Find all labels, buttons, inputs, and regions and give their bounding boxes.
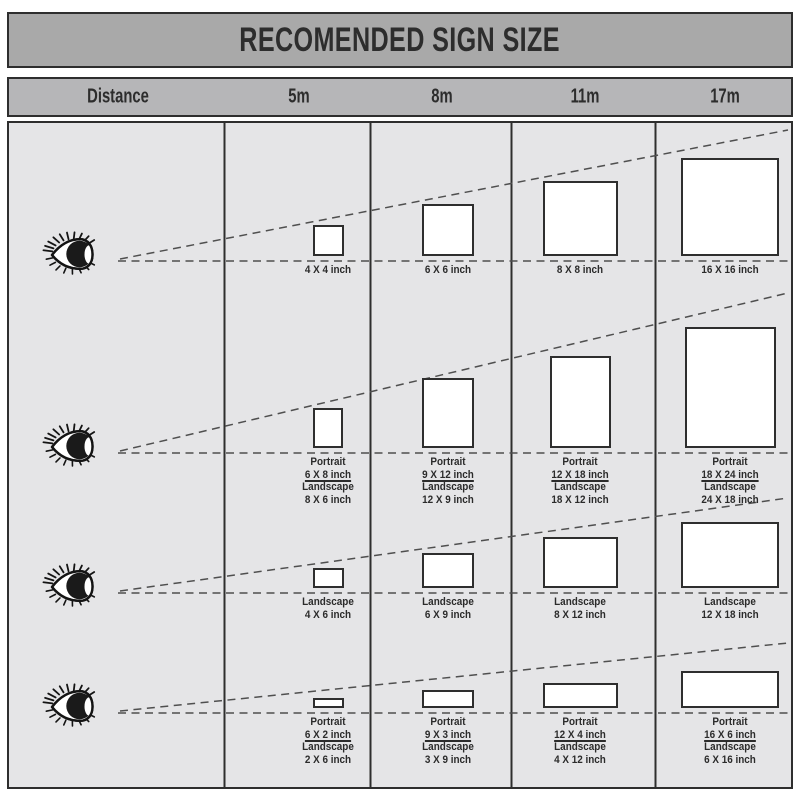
sign-size-label-line: 12 X 9 inch (422, 493, 474, 506)
sign-size-label-line: Portrait (430, 456, 466, 468)
eye-icon (43, 232, 94, 274)
sign-rectangle (313, 408, 343, 448)
sign-size-label-line: 4 X 4 inch (304, 264, 352, 276)
sign-size-label-line: 8 X 6 inch (304, 493, 352, 506)
sign-size-label-line: Landscape (554, 481, 606, 493)
eye-icon (43, 424, 94, 466)
sign-size-label-line: Landscape (554, 741, 606, 753)
sign-size-label-line: Landscape (302, 481, 354, 493)
sign-size-label-line: Landscape (422, 596, 474, 608)
sign-size-label (667, 456, 793, 506)
sign-size-label-line: 24 X 18 inch (701, 493, 759, 506)
sign-size-label (385, 716, 511, 766)
sign-size-label (517, 716, 643, 766)
sign-size-label-line: Landscape (302, 741, 354, 753)
sign-rectangle (313, 568, 344, 588)
sign-size-label-line: Portrait (310, 456, 346, 468)
diagram-layer (7, 121, 793, 789)
sign-size-label-line: 9 X 3 inch (424, 728, 472, 741)
sign-size-label-line: 18 X 24 inch (701, 468, 759, 481)
sign-size-label (265, 264, 391, 277)
sign-size-label (667, 716, 793, 766)
eye-icon (43, 564, 94, 606)
sign-rectangle (313, 225, 344, 256)
sign-size-label-line: 12 X 18 inch (701, 608, 759, 621)
sign-size-label-line: Landscape (704, 596, 756, 608)
sign-rectangle (543, 537, 618, 588)
column-header-5m: 5m (288, 85, 310, 108)
sign-size-label-line: 16 X 16 inch (701, 264, 759, 276)
sign-size-label-line: Portrait (562, 716, 598, 728)
sign-rectangle (422, 553, 474, 588)
distance-header-bar (7, 77, 793, 117)
sign-rectangle (543, 181, 618, 256)
sign-size-label-line: 6 X 16 inch (704, 753, 756, 766)
sign-rectangle (543, 683, 618, 708)
sign-size-label-line: 6 X 8 inch (304, 468, 352, 481)
sign-size-label-line: Landscape (422, 481, 474, 493)
page-title: RECOMENDED SIGN SIZE (239, 20, 561, 59)
sign-size-label-line: 16 X 6 inch (704, 728, 756, 741)
sign-rectangle (685, 327, 776, 448)
sign-size-label-line: Landscape (704, 741, 756, 753)
sign-size-label-line: Landscape (554, 596, 606, 608)
sign-size-label (385, 456, 511, 506)
column-header-17m: 17m (710, 85, 740, 108)
sign-size-label-line: 6 X 2 inch (304, 728, 352, 741)
sign-size-label-line: Landscape (422, 741, 474, 753)
sign-rectangle (681, 158, 779, 256)
distance-column-header: Distance (87, 85, 149, 108)
sign-size-label-line: 2 X 6 inch (304, 753, 352, 766)
sign-rectangle (422, 690, 474, 708)
sign-size-label (667, 264, 793, 277)
sign-size-label-line: 9 X 12 inch (422, 468, 474, 481)
sign-rectangle (313, 698, 344, 708)
sign-rectangle (681, 671, 779, 708)
sign-size-label (265, 456, 391, 506)
column-header-11m: 11m (570, 85, 600, 108)
sign-size-label (385, 596, 511, 621)
sign-size-label-line: Landscape (704, 481, 756, 493)
sign-size-label-line: Portrait (430, 716, 466, 728)
sign-size-label-line: Portrait (712, 716, 748, 728)
sign-size-label-line: 12 X 18 inch (551, 468, 609, 481)
sign-rectangle (550, 356, 611, 448)
sign-size-label (517, 596, 643, 621)
sign-size-label-line: 6 X 9 inch (424, 608, 472, 621)
sign-rectangle (422, 378, 474, 448)
sign-size-label-line: 3 X 9 inch (424, 753, 472, 766)
sign-size-label-line: 12 X 4 inch (554, 728, 606, 741)
sign-size-label (385, 264, 511, 277)
sign-size-label (265, 716, 391, 766)
title-bar (7, 12, 793, 68)
eye-icon (43, 684, 94, 726)
sign-size-label-line: 8 X 8 inch (556, 264, 604, 276)
sign-size-label-line: 4 X 6 inch (304, 608, 352, 621)
sign-rectangle (681, 522, 779, 588)
sight-lines-layer (7, 121, 793, 789)
sign-size-label-line: 8 X 12 inch (554, 608, 606, 621)
sign-size-label-line: 6 X 6 inch (424, 264, 472, 276)
sign-size-label (517, 264, 643, 277)
sign-size-label (517, 456, 643, 506)
sign-size-label-line: Portrait (562, 456, 598, 468)
sign-size-label-line: Portrait (310, 716, 346, 728)
sign-rectangle (422, 204, 474, 256)
sign-size-label (667, 596, 793, 621)
sign-size-label-line: Portrait (712, 456, 748, 468)
sign-size-label-line: 4 X 12 inch (554, 753, 606, 766)
sign-size-label-line: Landscape (302, 596, 354, 608)
sign-size-diagram (7, 121, 793, 789)
sign-size-label (265, 596, 391, 621)
sign-size-label-line: 18 X 12 inch (551, 493, 609, 506)
column-header-8m: 8m (431, 85, 453, 108)
